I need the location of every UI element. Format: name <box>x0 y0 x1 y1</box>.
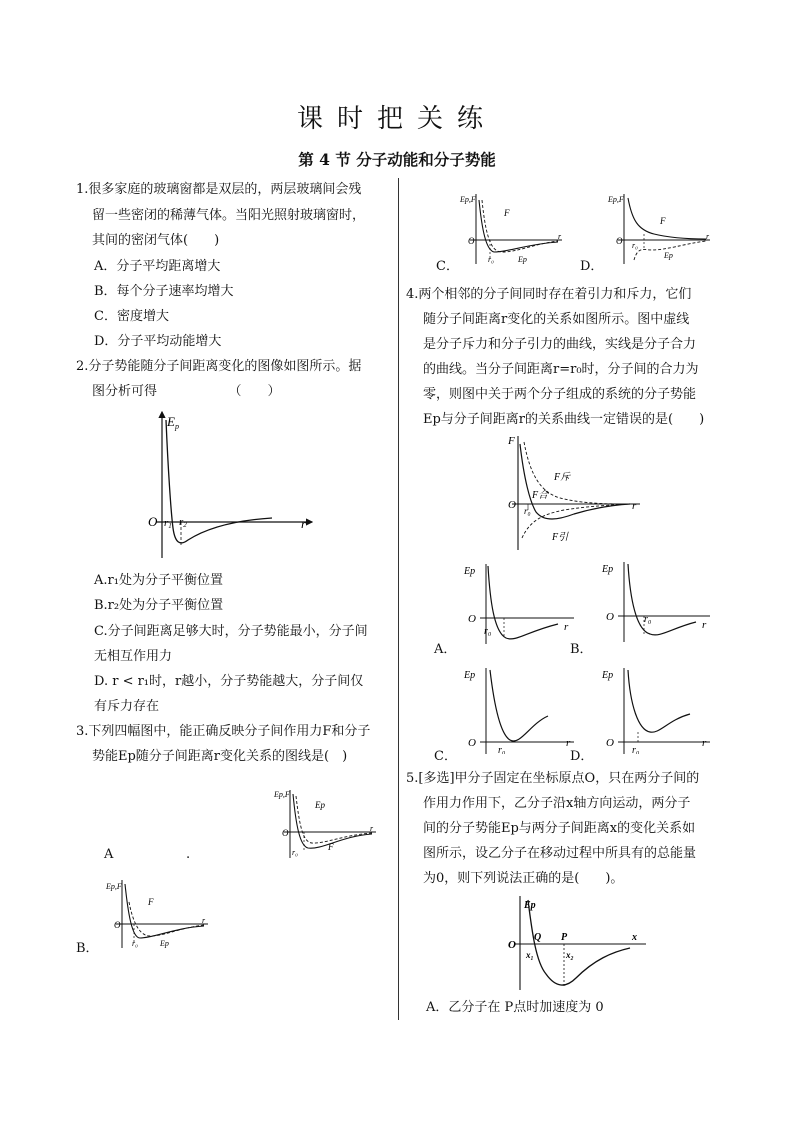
svg-text:Ep,F: Ep,F <box>460 195 476 204</box>
q4-force-graph <box>504 434 644 550</box>
q3-graph-c[interactable] <box>458 190 568 266</box>
q5-potential-energy-graph <box>504 892 650 992</box>
svg-text:F: F <box>148 897 154 907</box>
q4-option-c-label[interactable]: C． <box>434 749 457 764</box>
q3-graph-d[interactable] <box>604 190 716 266</box>
svg-text:F: F <box>504 208 510 218</box>
q4-option-d-label[interactable]: D． <box>570 749 594 764</box>
svg-text:F引: F引 <box>552 532 569 543</box>
svg-text:r₀: r₀ <box>524 506 531 516</box>
q4-line-6: Ep与分子间距离r的关系曲线一定错误的是( ) <box>423 412 705 427</box>
q2-option-c-cont: 无相互作用力 <box>94 649 173 664</box>
svg-text:x₂: x₂ <box>566 950 574 960</box>
q4-line-1: 4.两个相邻的分子间同时存在着引力和斥力，它们 <box>406 287 692 302</box>
q1-option-a[interactable]: A．分子平均距离增大 <box>94 259 221 274</box>
svg-text:F斥: F斥 <box>554 472 571 483</box>
svg-text:F: F <box>508 435 515 447</box>
q2-line-2: 图分析可得 （ ） <box>92 384 281 399</box>
svg-text:r₀: r₀ <box>632 745 640 754</box>
svg-text:r: r <box>702 619 707 631</box>
q4-graph-a[interactable] <box>462 560 580 644</box>
q3-option-a-label[interactable]: A <box>104 847 114 862</box>
svg-text:Ep: Ep <box>664 251 673 260</box>
svg-text:O: O <box>468 236 475 246</box>
svg-text:r: r <box>564 621 569 633</box>
column-divider <box>398 178 399 1020</box>
q2-option-c[interactable]: C.分子间距离足够大时，分子势能最小，分子间 <box>94 624 368 639</box>
q5-line-3: 间的分子势能Ep与两分子间距离x的变化关系如 <box>423 821 696 836</box>
svg-text:Ep: Ep <box>464 670 476 681</box>
svg-text:r₀: r₀ <box>484 626 492 637</box>
svg-text:Ep: Ep <box>524 900 536 911</box>
svg-text:r₀: r₀ <box>644 614 652 625</box>
svg-text:r: r <box>566 737 571 749</box>
svg-text:Ep,F: Ep,F <box>106 882 122 891</box>
q4-option-b-label[interactable]: B． <box>570 642 593 657</box>
svg-text:Ep,F: Ep,F <box>608 195 624 204</box>
q4-option-a-label[interactable]: A． <box>434 642 457 657</box>
svg-text:P: P <box>561 932 568 943</box>
svg-text:Ep: Ep <box>160 939 169 948</box>
svg-text:O: O <box>616 236 623 246</box>
svg-text:r₀: r₀ <box>498 745 506 754</box>
q5-line-5: 为0，则下列说法正确的是( )。 <box>423 871 624 886</box>
q2-option-d[interactable]: D. r < r₁时，r越小，分子势能越大，分子间仅 <box>94 674 364 689</box>
q3-line-1: 3.下列四幅图中，能正确反映分子间作用力F和分子 <box>76 724 371 739</box>
q4-line-2: 随分子间距离r变化的关系如图所示。图中虚线 <box>423 312 690 327</box>
page-title: 课时把关练 <box>296 104 497 134</box>
svg-text:O: O <box>282 828 289 838</box>
q2-option-b[interactable]: B.r₂处为分子平衡位置 <box>94 598 224 613</box>
q2-option-a[interactable]: A.r₁处为分子平衡位置 <box>94 573 223 588</box>
svg-text:r: r <box>202 916 206 925</box>
q2-r-axis-label: r <box>301 516 307 531</box>
q3-option-d-label[interactable]: D． <box>580 259 604 274</box>
svg-text:r: r <box>702 737 707 749</box>
svg-text:r₀: r₀ <box>632 241 638 250</box>
svg-text:r₀: r₀ <box>132 939 138 948</box>
svg-text:F: F <box>328 842 334 852</box>
q3-graph-a[interactable] <box>272 786 380 858</box>
q5-line-4: 图所示，设乙分子在移动过程中所具有的总能量 <box>423 846 697 861</box>
q1-line-2: 留一些密闭的稀薄气体。当阳光照射玻璃窗时， <box>92 208 366 223</box>
q2-r1-label: r1 <box>164 517 172 530</box>
q5-line-1: 5.[多选]甲分子固定在坐标原点O，只在两分子间的 <box>406 771 700 786</box>
q3-option-b-label[interactable]: B． <box>76 941 99 956</box>
svg-text:F合: F合 <box>532 490 549 501</box>
q4-graph-d[interactable] <box>598 664 714 754</box>
q2-r2-label: r2 <box>179 516 187 529</box>
svg-text:r: r <box>632 500 637 512</box>
svg-text:O: O <box>606 737 614 749</box>
section-subtitle: 第 4 节 分子动能和分子势能 <box>298 150 496 169</box>
q1-option-c[interactable]: C．密度增大 <box>94 309 169 324</box>
q1-line-1: 1.很多家庭的玻璃窗都是双层的，两层玻璃间会残 <box>76 182 362 197</box>
svg-text:Ep: Ep <box>602 670 614 681</box>
q1-option-d[interactable]: D．分子平均动能增大 <box>94 334 222 349</box>
q5-option-a[interactable]: A．乙分子在 P点时加速度为 0 <box>426 1000 604 1015</box>
q1-option-b[interactable]: B．每个分子速率均增大 <box>94 284 234 299</box>
q3-line-2: 势能Ep随分子间距离r变化关系的图线是( ) <box>92 749 348 764</box>
svg-text:F: F <box>660 216 666 226</box>
svg-text:Ep: Ep <box>518 255 527 264</box>
svg-text:Ep: Ep <box>602 564 614 575</box>
q3-option-c-label[interactable]: C． <box>436 259 459 274</box>
q1-line-3: 其间的密闭气体( ) <box>92 233 220 248</box>
q2-origin-label: O <box>148 514 158 529</box>
q4-line-5: 零，则图中关于两个分子组成的系统的分子势能 <box>423 387 697 402</box>
q3-graph-b[interactable] <box>104 878 212 950</box>
q3-option-a-dot: . <box>186 847 191 862</box>
q4-line-3: 是分子斥力和分子引力的曲线，实线是分子合力 <box>423 337 697 352</box>
q2-line-1: 2.分子势能随分子间距离变化的图像如图所示。据 <box>76 359 362 374</box>
svg-text:r₀: r₀ <box>292 848 298 857</box>
q2-option-d-cont: 有斥力存在 <box>94 699 160 714</box>
svg-text:Ep: Ep <box>315 800 325 810</box>
svg-text:r: r <box>706 232 710 241</box>
svg-text:O: O <box>508 939 516 951</box>
svg-text:Ep: Ep <box>464 566 476 577</box>
q2-potential-energy-graph <box>140 408 320 560</box>
q4-graph-b[interactable] <box>598 558 714 642</box>
svg-text:r: r <box>370 824 374 833</box>
q2-ep-label: $E_p$ <box>167 414 179 431</box>
svg-text:r: r <box>558 232 562 241</box>
svg-text:Q: Q <box>534 932 542 943</box>
svg-text:Ep,F: Ep,F <box>274 790 290 799</box>
q4-line-4: 的曲线。当分子间距离r=r₀时，分子间的合力为 <box>423 362 699 377</box>
svg-text:O: O <box>508 499 516 511</box>
q4-graph-c[interactable] <box>462 664 580 754</box>
svg-text:O: O <box>606 611 614 623</box>
svg-text:r₀: r₀ <box>488 255 494 264</box>
q5-line-2: 作用力作用下，乙分子沿x轴方向运动，两分子 <box>423 796 691 811</box>
svg-text:x₁: x₁ <box>526 950 534 960</box>
svg-text:O: O <box>468 613 476 625</box>
svg-text:O: O <box>468 737 476 749</box>
svg-text:O: O <box>114 920 121 930</box>
svg-text:x: x <box>632 932 637 943</box>
